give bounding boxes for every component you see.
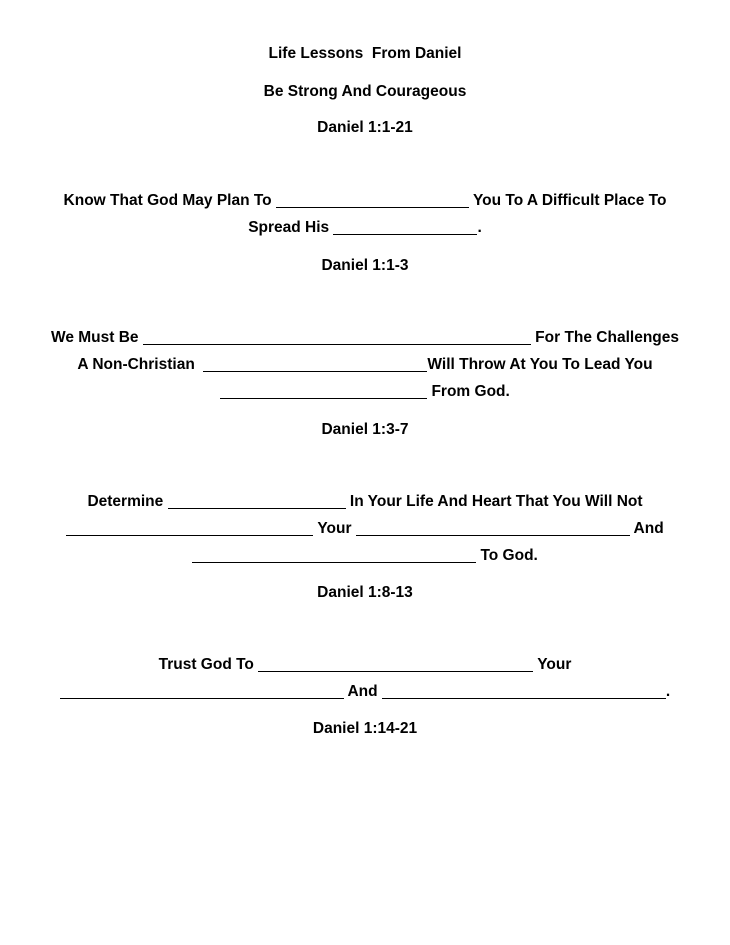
fill-in-line xyxy=(0,328,730,348)
fill-in-line xyxy=(0,546,730,566)
fill-in-line xyxy=(0,492,730,512)
fill-in-line xyxy=(0,682,730,702)
line-text: A Non-Christian xyxy=(77,356,204,373)
section-reference: Daniel 1:8-13 xyxy=(317,584,413,601)
line-text: . xyxy=(477,219,482,236)
answer-blank[interactable] xyxy=(382,683,666,699)
fill-in-line xyxy=(0,382,730,402)
answer-blank[interactable] xyxy=(60,683,344,699)
line-text: Will Throw At You To Lead You xyxy=(427,356,653,373)
fill-in-line xyxy=(0,655,730,675)
section-reference: Daniel 1:3-7 xyxy=(321,421,409,438)
line-text: To God. xyxy=(476,547,538,564)
line-text: . xyxy=(665,683,671,700)
line-text: Determine xyxy=(87,493,168,510)
section-reference: Daniel 1:1-3 xyxy=(321,257,409,274)
line-text: In Your Life And Heart That You Will Not xyxy=(345,493,643,510)
answer-blank[interactable] xyxy=(192,547,476,563)
fill-in-line xyxy=(0,519,730,539)
page-title: Life Lessons From Daniel xyxy=(268,45,462,62)
line-text: We Must Be xyxy=(50,329,143,346)
line-text: And xyxy=(629,520,664,537)
section-reference: Daniel 1:14-21 xyxy=(312,720,418,737)
answer-blank[interactable] xyxy=(276,192,469,208)
answer-blank[interactable] xyxy=(143,329,531,345)
line-text: Spread His xyxy=(248,219,334,236)
line-text: Know That God May Plan To xyxy=(63,192,276,209)
line-text: Your xyxy=(533,656,572,673)
answer-blank[interactable] xyxy=(356,520,630,536)
fill-in-line xyxy=(0,191,730,211)
line-text: For The Challenges xyxy=(530,329,679,346)
answer-blank[interactable] xyxy=(333,219,477,235)
scripture-reference: Daniel 1:1-21 xyxy=(317,119,413,136)
line-text: And xyxy=(343,683,382,700)
answer-blank[interactable] xyxy=(168,493,346,509)
page-subtitle: Be Strong And Courageous xyxy=(263,83,467,100)
answer-blank[interactable] xyxy=(66,520,313,536)
line-text: Your xyxy=(313,520,356,537)
answer-blank[interactable] xyxy=(258,656,533,672)
answer-blank[interactable] xyxy=(220,383,427,399)
fill-in-line xyxy=(0,218,730,238)
line-text: From God. xyxy=(427,383,510,400)
line-text: Trust God To xyxy=(158,656,259,673)
line-text: You To A Difficult Place To xyxy=(468,192,667,209)
answer-blank[interactable] xyxy=(203,356,427,372)
fill-in-line xyxy=(0,355,730,375)
